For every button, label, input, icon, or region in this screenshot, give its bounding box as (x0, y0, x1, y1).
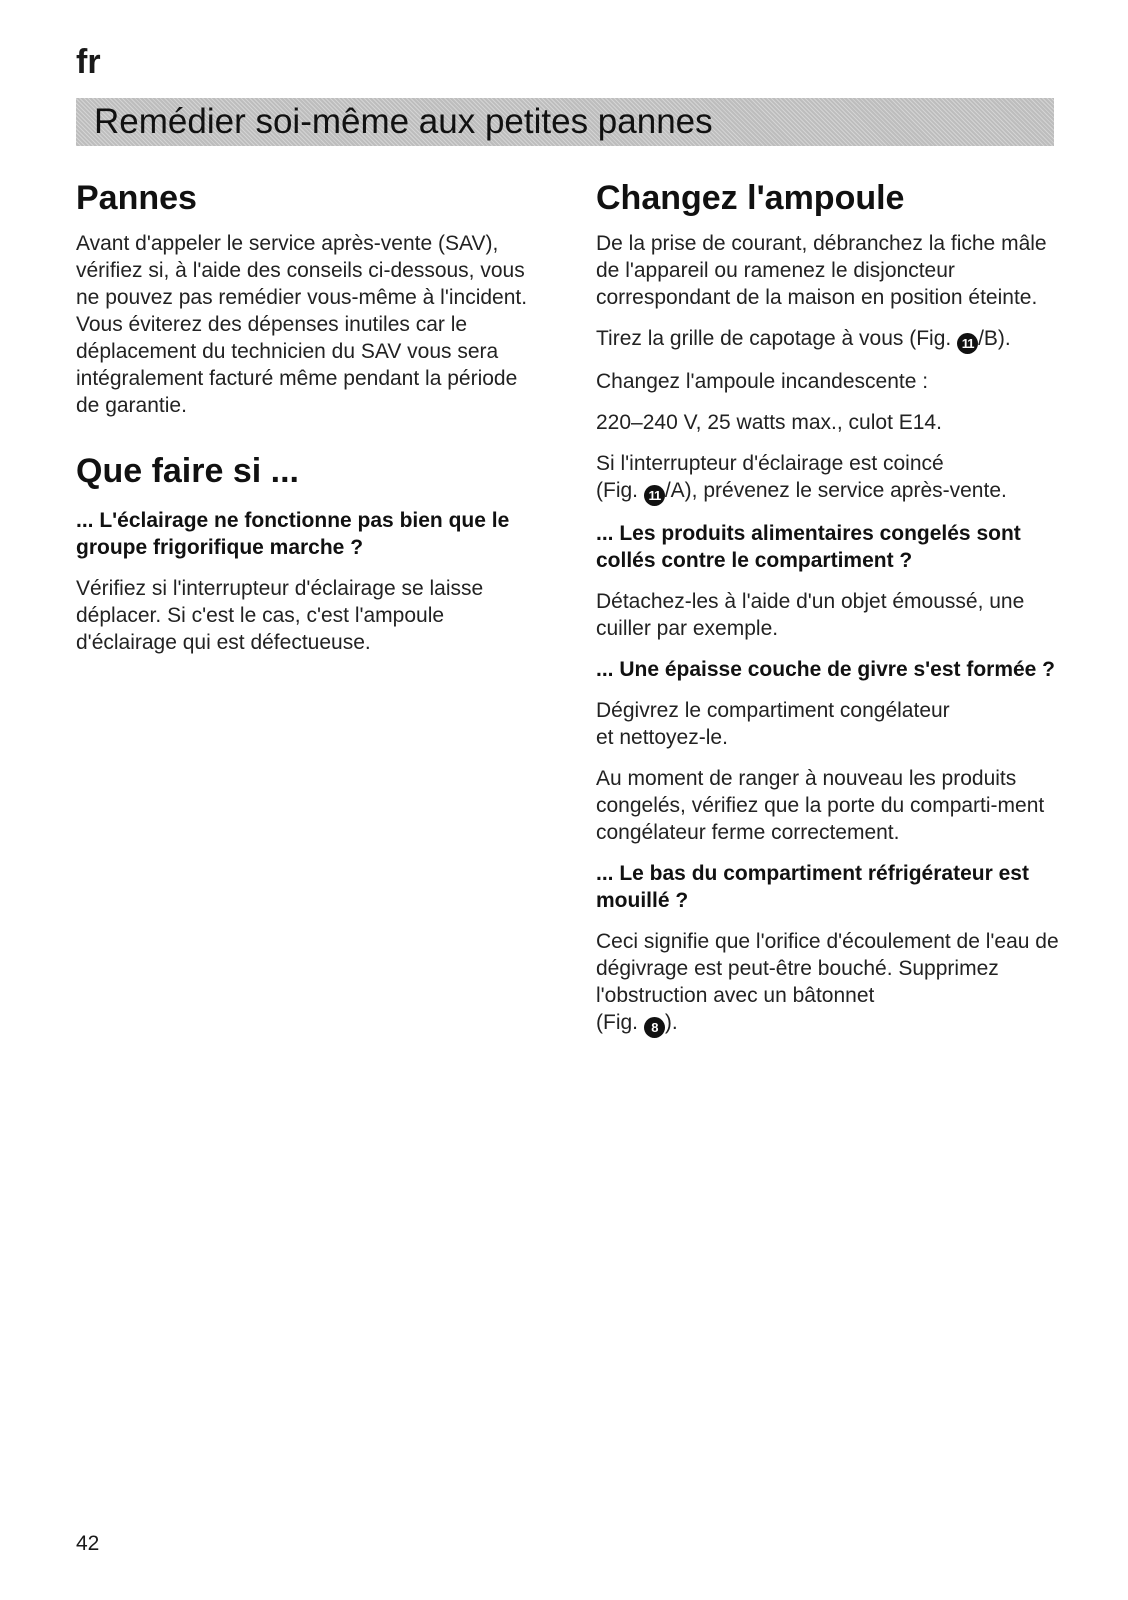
paragraph-interrupteur-line1: Si l'interrupteur d'éclairage est coincé (596, 452, 944, 475)
answer-givre-line1: Dégivrez le compartiment congélateur (596, 699, 950, 722)
paragraph-interrupteur-line2 (596, 479, 1007, 502)
right-column (596, 176, 1066, 1052)
paragraph-grille-text: Tirez la grille de capotage à vous (Fig. (596, 327, 958, 350)
section-title: Remédier soi-même aux petites pannes (94, 102, 713, 141)
answer-eclairage: Vérifiez si l'interrupteur d'éclairage se laisse déplacer. Si c'est le cas, c'est l'ampoule d'éclairage qui est défectueuse. (76, 577, 484, 654)
question-congeles: ... Les produits alimentaires congelés sont collés contre le compartiment ? (596, 522, 1021, 572)
heading-pannes: Pannes (76, 179, 197, 217)
left-column (76, 176, 546, 670)
figure-11-badge-icon: 11 (957, 333, 978, 354)
question-eclairage: ... L'éclairage ne fonctionne pas bien que le groupe frigorifique marche ? (76, 509, 510, 559)
answer-givre-ranger: Au moment de ranger à nouveau les produits congelés, vérifiez que la porte du comparti-ment congélateur ferme correctement. (596, 767, 1045, 844)
answer-givre-line2: et nettoyez-le. (596, 726, 728, 749)
figure-8-badge-icon: 8 (644, 1017, 665, 1038)
paragraph-grille-suffix: /B). (978, 327, 1011, 350)
answer-givre (596, 697, 1066, 751)
answer-mouille-text: Ceci signifie que l'orifice d'écoulement de l'eau de dégivrage est peut-être bouché. Supprimez l'obstruction avec un bâtonnet (596, 930, 1059, 1007)
fig-suffix: ). (664, 1011, 678, 1034)
answer-congeles: Détachez-les à l'aide d'un objet émoussé, une cuiller par exemple. (596, 590, 1025, 640)
section-banner (76, 98, 1054, 146)
fig-prefix: (Fig. (596, 479, 644, 502)
paragraph-grille (596, 325, 1066, 354)
page-number: 42 (76, 1532, 100, 1555)
paragraph-interrupteur (596, 450, 1066, 506)
figure-11-badge-icon: 11 (644, 485, 665, 506)
heading-changez-ampoule: Changez l'ampoule (596, 179, 905, 217)
question-mouille: ... Le bas du compartiment réfrigérateur est mouillé ? (596, 862, 1029, 912)
fig-prefix: (Fig. (596, 1011, 644, 1034)
answer-mouille (596, 928, 1066, 1038)
paragraph-changez: Changez l'ampoule incandescente : (596, 370, 929, 393)
heading-que-faire-si: Que faire si ... (76, 452, 299, 490)
paragraph-specs: 220–240 V, 25 watts max., culot E14. (596, 411, 942, 434)
paragraph-debrancher: De la prise de courant, débranchez la fiche mâle de l'appareil ou ramenez le disjoncteur correspondant de la maison en position éteinte. (596, 232, 1047, 309)
language-label: fr (76, 43, 101, 81)
question-givre: ... Une épaisse couche de givre s'est formée ? (596, 658, 1056, 681)
fig-suffix: /A), prévenez le service après-vente. (664, 479, 1007, 502)
pannes-paragraph: Avant d'appeler le service après-vente (SAV), vérifiez si, à l'aide des conseils ci-dessous, vous ne pouvez pas remédier vous-même à l'incident. Vous éviterez des dépenses inutiles car le déplacement du technicien du SAV vous sera intégralement facturé même pendant la période de garantie. (76, 232, 528, 417)
